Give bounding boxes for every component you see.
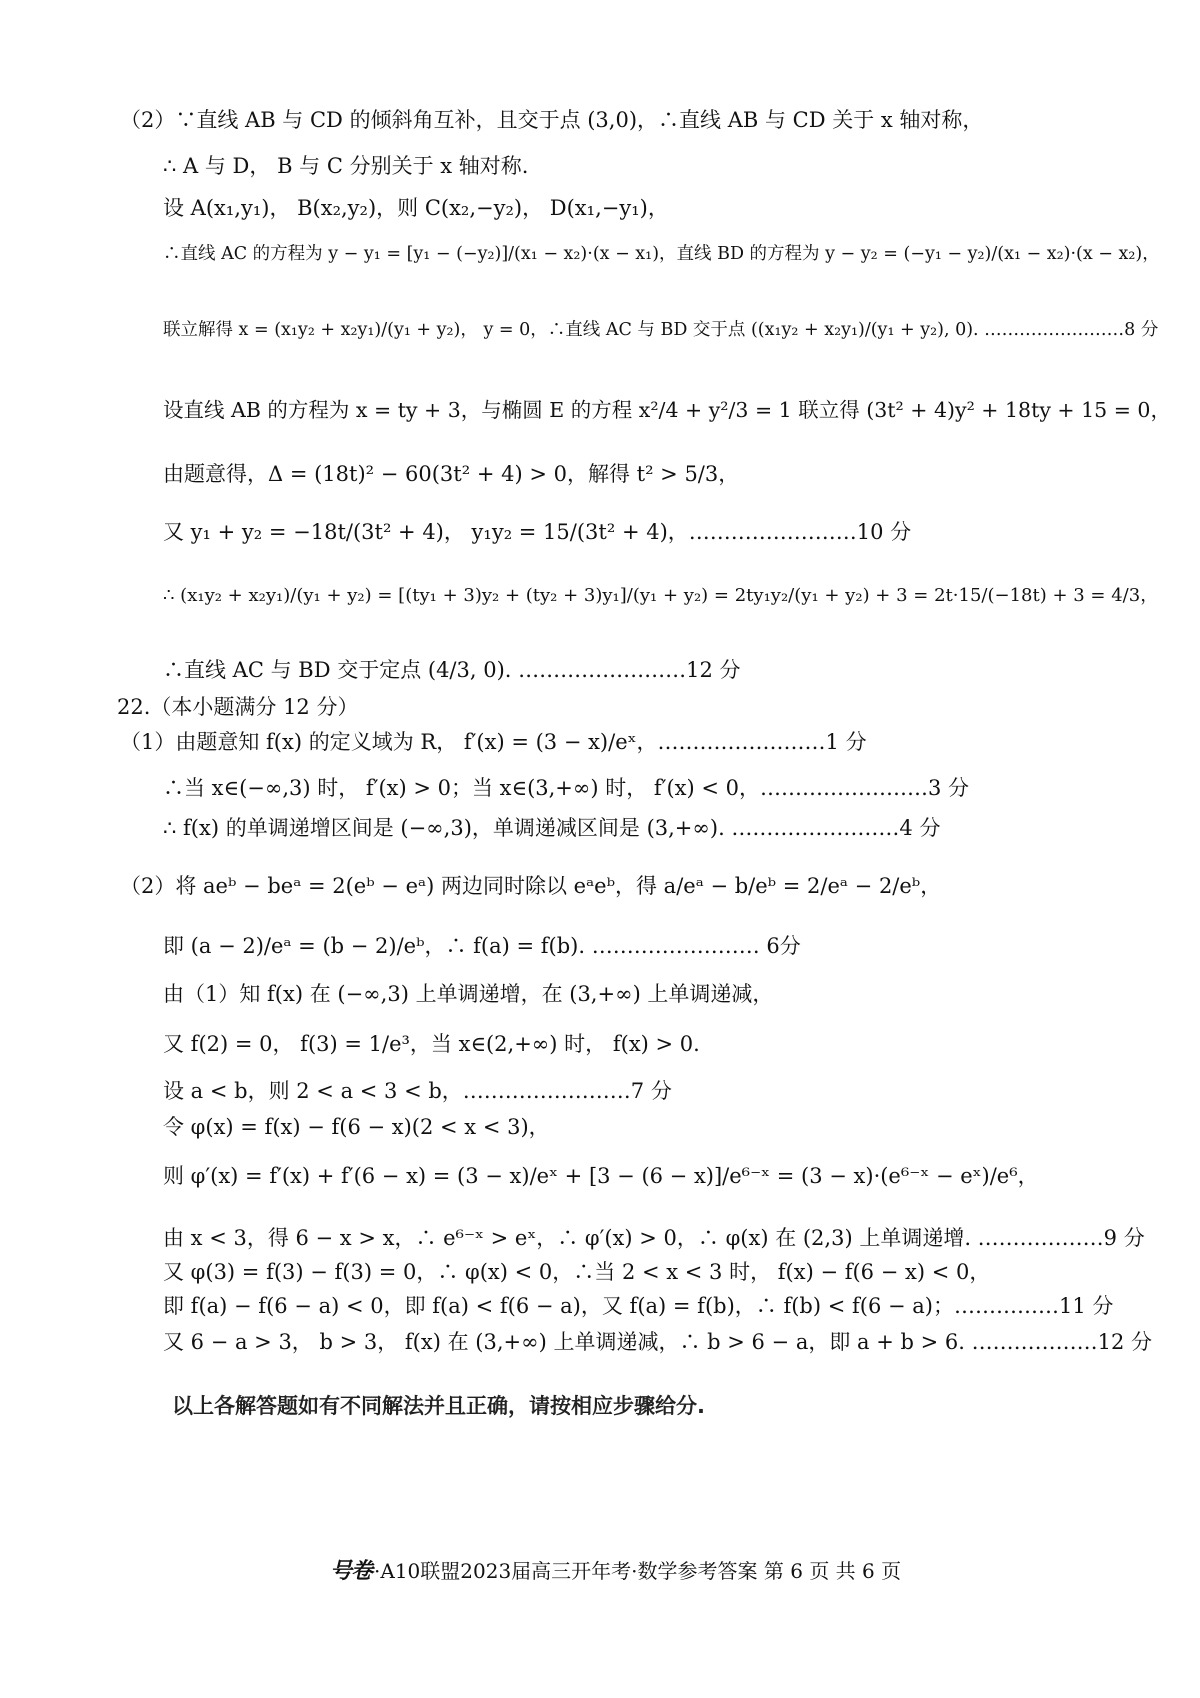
publisher-logo: 号卷 (330, 1559, 373, 1584)
line-14: ∴ f(x) 的单调递增区间是 (−∞,3)，单调递减区间是 (3,+∞). ……………………4 分 (163, 816, 941, 840)
line-19: 设 a < b，则 2 < a < 3 < b，……………………7 分 (163, 1079, 672, 1103)
line-5: 联立解得 x = (x₁y₂ + x₂y₁)/(y₁ + y₂)， y = 0，∴直线 AC 与 BD 交于点 ((x₁y₂ + x₂y₁)/(y₁ + y₂), 0). ……………………8 分 (163, 320, 1159, 340)
line-13: ∴当 x∈(−∞,3) 时， f′(x) > 0；当 x∈(3,+∞) 时， f′(x) < 0，……………………3 分 (163, 776, 970, 800)
line-16: 即 (a − 2)/eᵃ = (b − 2)/eᵇ，∴ f(a) = f(b). …………………… 6分 (163, 934, 801, 958)
line-6: 设直线 AB 的方程为 x = ty + 3，与椭圆 E 的方程 x²/4 + y²/3 = 1 联立得 (3t² + 4)y² + 18ty + 15 = 0， (163, 398, 1171, 422)
line-12: （1）由题意知 f(x) 的定义域为 R， f′(x) = (3 − x)/eˣ，……………………1 分 (120, 730, 867, 754)
line-3: 设 A(x₁,y₁)， B(x₂,y₂)，则 C(x₂,−y₂)， D(x₁,−y₁)， (163, 196, 669, 220)
line-17: 由（1）知 f(x) 在 (−∞,3) 上单调递增，在 (3,+∞) 上单调递减， (163, 982, 774, 1006)
line-18: 又 f(2) = 0， f(3) = 1/e³，当 x∈(2,+∞) 时， f(x) > 0. (163, 1032, 700, 1056)
footer-text: ·A10联盟2023届高三开年考·数学参考答案 第 6 页 共 6 页 (374, 1559, 902, 1583)
line-15: （2）将 aeᵇ − beᵃ = 2(eᵇ − eᵃ) 两边同时除以 eᵃeᵇ，得 a/eᵃ − b/eᵇ = 2/eᵃ − 2/eᵇ， (120, 874, 942, 898)
line-10: ∴直线 AC 与 BD 交于定点 (4/3, 0). ……………………12 分 (163, 658, 741, 682)
line-8: 又 y₁ + y₂ = −18t/(3t² + 4)， y₁y₂ = 15/(3t² + 4)，……………………10 分 (163, 520, 912, 544)
line-22: 由 x < 3，得 6 − x > x，∴ e⁶⁻ˣ > eˣ，∴ φ′(x) > 0，∴ φ(x) 在 (2,3) 上单调递增. ………………9 分 (163, 1226, 1145, 1250)
line-23: 又 φ(3) = f(3) − f(3) = 0，∴ φ(x) < 0，∴当 2 < x < 3 时， f(x) − f(6 − x) < 0， (163, 1260, 991, 1284)
line-24: 即 f(a) − f(6 − a) < 0，即 f(a) < f(6 − a)，又 f(a) = f(b)，∴ f(b) < f(6 − a)；……………11 分 (163, 1294, 1114, 1318)
line-4: ∴直线 AC 的方程为 y − y₁ = [y₁ − (−y₂)]/(x₁ − x₂)·(x − x₁)，直线 BD 的方程为 y − y₂ = (−y₁ − y₂)/(x₁ − x₂)·(x − x₂)， (163, 244, 1160, 264)
line-7: 由题意得，Δ = (18t)² − 60(3t² + 4) > 0，解得 t² > 5/3， (163, 462, 740, 486)
line-11: 22.（本小题满分 12 分） (117, 695, 359, 719)
line-25: 又 6 − a > 3， b > 3， f(x) 在 (3,+∞) 上单调递减，∴ b > 6 − a，即 a + b > 6. ………………12 分 (163, 1330, 1152, 1354)
line-20: 令 φ(x) = f(x) − f(6 − x)(2 < x < 3)， (163, 1115, 550, 1139)
grading-note: 以上各解答题如有不同解法并且正确，请按相应步骤给分. (172, 1394, 705, 1418)
line-2: ∴ A 与 D， B 与 C 分别关于 x 轴对称. (163, 154, 529, 178)
page-footer (330, 1554, 901, 1585)
line-9: ∴ (x₁y₂ + x₂y₁)/(y₁ + y₂) = [(ty₁ + 3)y₂ + (ty₂ + 3)y₁]/(y₁ + y₂) = 2ty₁y₂/(y₁ + y₂) + 3 = 2t·15/(−18t) + 3 = 4/3， (163, 585, 1159, 606)
line-1: （2）∵直线 AB 与 CD 的倾斜角互补，且交于点 (3,0)，∴直线 AB 与 CD 关于 x 轴对称， (120, 108, 984, 132)
line-21: 则 φ′(x) = f′(x) + f′(6 − x) = (3 − x)/eˣ + [3 − (6 − x)]/e⁶⁻ˣ = (3 − x)·(e⁶⁻ˣ − eˣ)/e⁶， (163, 1164, 1039, 1188)
